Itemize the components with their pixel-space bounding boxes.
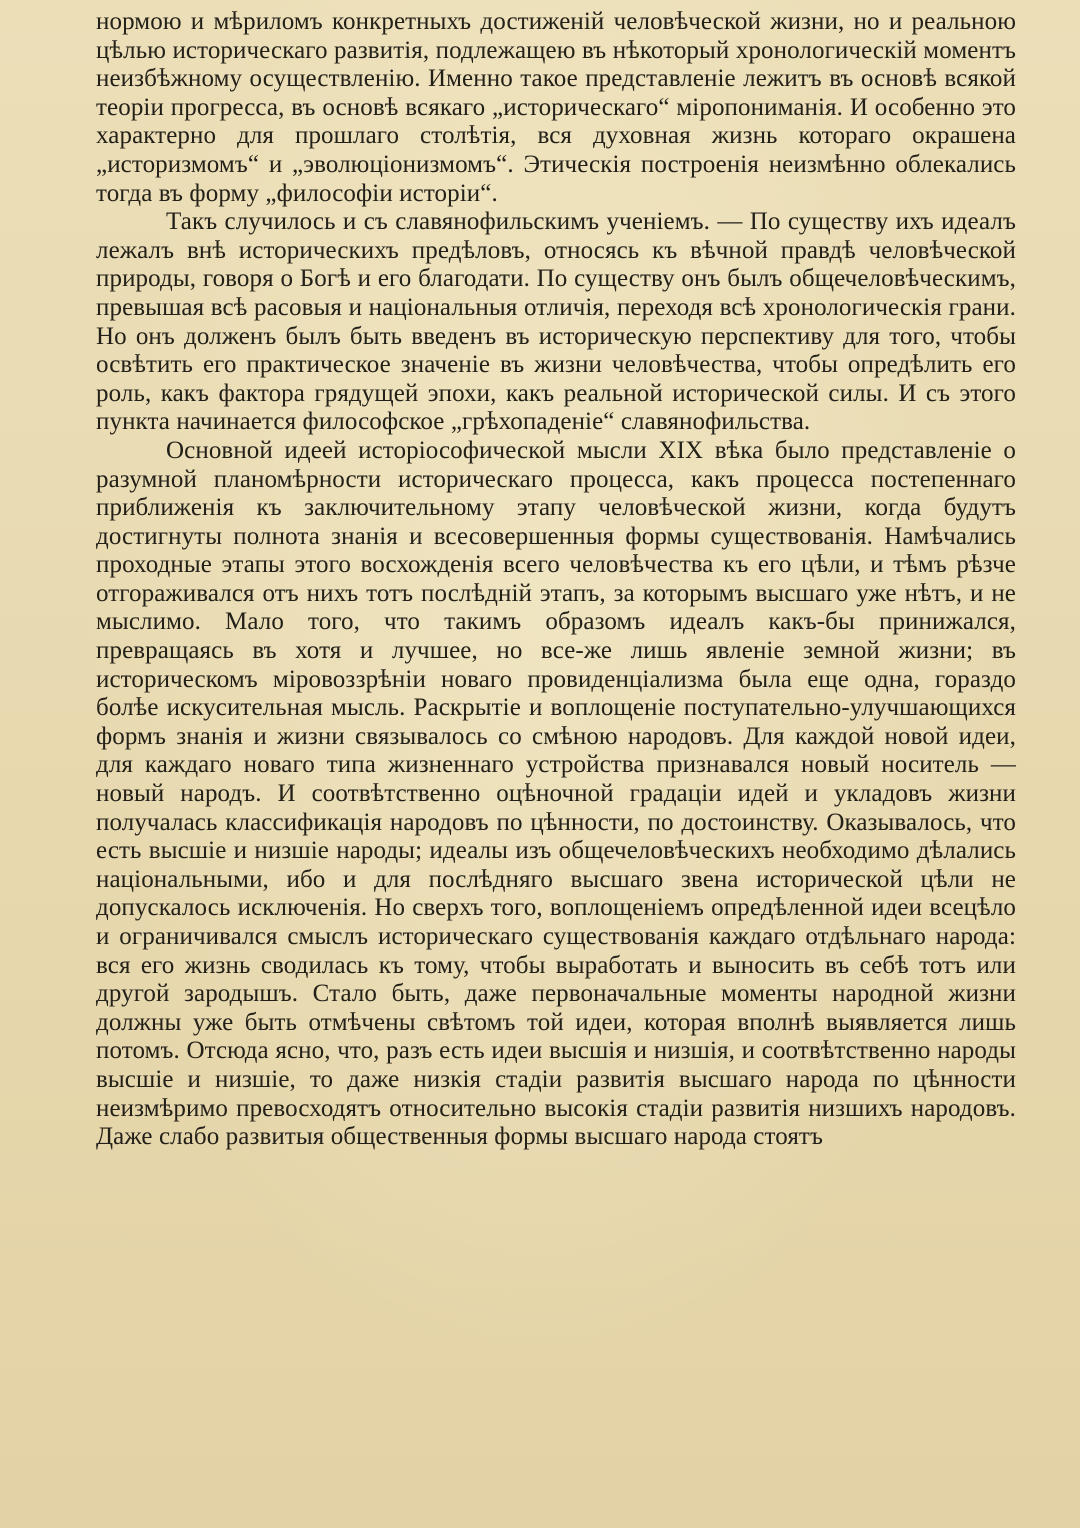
page-text bbox=[96, 8, 1016, 1152]
paragraph-3: Основной идеей исторіософической мысли XIX вѣка было представленіе о разумной планомѣрности историческаго процесса, какъ процесса постепеннаго приближенія къ заключительному этапу человѣческой жизни, когда будутъ достигнуты полнота знанія и всесовершенныя формы существованія. Намѣчались проходные этапы этого восхожденія всего человѣчества къ его цѣли, и тѣмъ рѣзче отгораживался отъ нихъ тотъ послѣдній этапъ, за которымъ высшаго уже нѣтъ, и не мыслимо. Мало того, что такимъ образомъ идеалъ какъ-бы принижался, превращаясь въ хотя и лучшее, но все-же лишь явленіе земной жизни; въ историческомъ міровоззрѣніи новаго провиденціализма была еще одна, гораздо болѣе искусительная мысль. Раскрытіе и воплощеніе поступательно-улучшающихся формъ знанія и жизни связывалось со смѣною народовъ. Для каждой новой идеи, для каждаго новаго типа жизненнаго устройства признавался новый носитель — новый народъ. И соотвѣтственно оцѣночной градаціи идей и укладовъ жизни получалась классификація народовъ по цѣнности, по достоинству. Оказывалось, что есть высшіе и низшіе народы; идеалы изъ общечеловѣческихъ необходимо дѣлались національными, ибо и для послѣдняго высшаго звена исторической цѣли не допускалось исключенія. Но сверхъ того, воплощеніемъ опредѣленной идеи всецѣло и ограничивался смыслъ историческаго существованія каждаго отдѣльнаго народа: вся его жизнь сводилась къ тому, чтобы выработать и выносить въ себѣ тотъ или другой зародышъ. Стало быть, даже первоначальные моменты народной жизни должны уже быть отмѣчены свѣтомъ той идеи, которая вполнѣ выявляется лишь потомъ. Отсюда ясно, что, разъ есть идеи высшія и низшія, и соотвѣтственно народы высшіе и низшіе, то даже низкія стадіи развитія высшаго народа по цѣнности неизмѣримо превосходятъ относительно высокія стадіи развитія низшихъ народовъ. Даже слабо развитыя общественныя формы высшаго народа стоятъ bbox=[96, 436, 1016, 1151]
paragraph-1: нормою и мѣриломъ конкретныхъ достиженій человѣческой жизни, но и реальною цѣлью историческаго развитія, подлежащею въ нѣкоторый хронологическій моментъ неизбѣжному осуществленію. Именно такое представленіе лежитъ въ основѣ всякой теоріи прогресса, въ основѣ всякаго „историческаго“ міропониманія. И особенно это характерно для прошлаго столѣтія, вся духовная жизнь котораго окрашена „историзмомъ“ и „эволюціонизмомъ“. Этическія построенія неизмѣнно облекались тогда въ форму „философіи исторіи“. bbox=[96, 8, 1016, 207]
paragraph-2: Такъ случилось и съ славянофильскимъ ученіемъ. — По существу ихъ идеалъ лежалъ внѣ историческихъ предѣловъ, относясь къ вѣчной правдѣ человѣческой природы, говоря о Богѣ и его благодати. По существу онъ былъ общечеловѣческимъ, превышая всѣ расовыя и національныя отличія, переходя всѣ хронологическія грани. Но онъ долженъ былъ быть введенъ въ историческую перспективу для того, чтобы освѣтить его практическое значеніе въ жизни человѣчества, чтобы опредѣлить его роль, какъ фактора грядущей эпохи, какъ реальной исторической силы. И съ этого пункта начинается философское „грѣхопаденіе“ славянофильства. bbox=[96, 208, 1016, 436]
